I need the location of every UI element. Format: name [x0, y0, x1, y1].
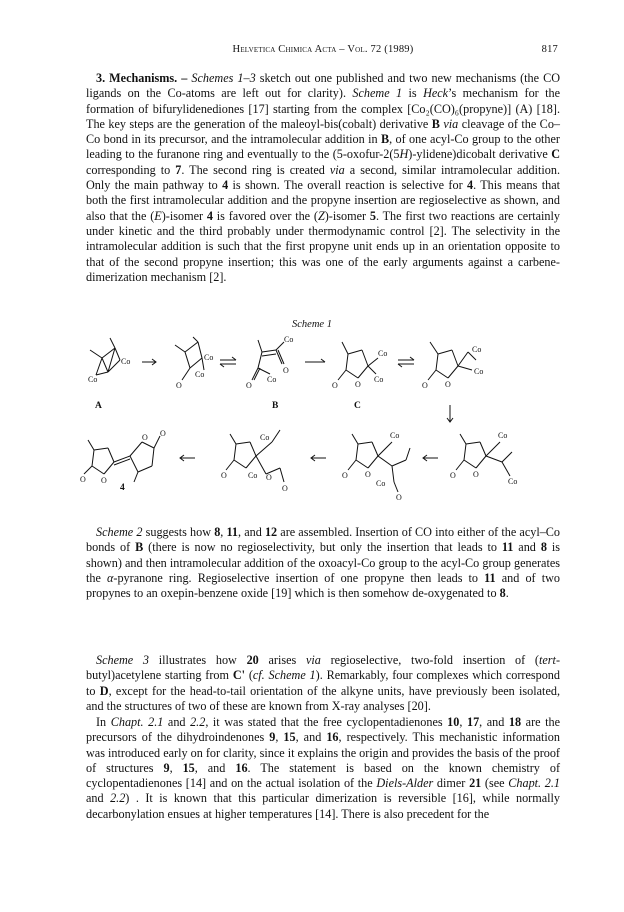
equilibrium-arrow [398, 357, 414, 367]
text-run: corresponding to [86, 162, 176, 177]
text-run: 2.2 [190, 715, 206, 729]
intermediate-propyne-inserted [450, 431, 517, 486]
text-run: cf. Scheme 1 [252, 668, 316, 683]
text-run: 21 [469, 776, 482, 791]
text-run: )-isomer [324, 208, 370, 223]
reaction-arrow-left [311, 455, 326, 461]
text-run: α [107, 570, 114, 585]
text-run: , [275, 730, 284, 745]
text-run: , [459, 715, 467, 729]
text-run: Z [317, 208, 325, 223]
text-run: . The first two reactions are certainly under kinetic and the third probably under thermodynamic control [2]. The selectivity in the intramolecular addition is such that the first propyne unit ends up in an orientation opposite to that of the second propyne insertion; this was one of the early arguments against a carbene-dimerization mechanism [2]. [86, 208, 561, 284]
intermediate-spiro [221, 430, 288, 493]
text-run: . This means that both the first intramolecular addition and the propyne insertion are regioselective as shown, and also that the ( [86, 178, 560, 223]
o-label: O [176, 381, 182, 390]
text-run: dimer [433, 776, 470, 791]
co-label: Co [248, 471, 258, 480]
journal-title: Helvetica Chimica Acta – Vol. 72 (1989) [232, 44, 414, 55]
text-run: H [399, 147, 409, 162]
text-run: , and [295, 730, 327, 745]
text-run: D [99, 683, 109, 698]
text-run: is [402, 86, 424, 101]
text-run: Heck [423, 86, 449, 101]
text-run: ) . It is known that this particular dimerization is reversible [16], while normally decarbonylation ensues at higher temperatures [14]. There is also precedent for the [86, 791, 560, 821]
text-run: tert [539, 653, 556, 667]
o-label: O [160, 429, 166, 438]
text-run: arises [258, 653, 306, 667]
co-label: Co [88, 375, 98, 384]
text-run: 15 [182, 760, 195, 775]
o-label: O [221, 471, 227, 480]
text-run: -butyl)acetylene starting from [86, 653, 560, 683]
text-run: 9 [269, 730, 276, 745]
structure-b [246, 335, 293, 411]
reaction-arrow-down [447, 405, 453, 422]
co-label: Co [121, 357, 131, 366]
running-header [88, 44, 558, 58]
text-run: via [443, 116, 459, 131]
text-run: Scheme 2 [96, 525, 143, 539]
text-run: 20 [246, 653, 259, 667]
co-label: Co [498, 431, 508, 440]
text-run: illustrates how [149, 653, 247, 667]
text-run: . The second ring is created [181, 162, 330, 177]
text-run: ’s mechanism for the formation of bifurylidenediones [17] starting from the complex [Co₂(CO)₆(propyne)] (A) [18]. The key steps are the generation of the maleoyl-bis(cobalt) derivative [86, 86, 561, 131]
text-run: cleavage of the Co–Co bond in its precursor, and the intramolecular addition in [86, 116, 561, 147]
text-run: via [329, 162, 345, 177]
structure-4 [80, 429, 166, 493]
co-label: Co [204, 353, 214, 362]
text-run: -pyranone ring. Regioselective insertion of one propyne then leads to [113, 570, 485, 585]
co-label: Co [260, 433, 270, 442]
text-run: Scheme 1 [352, 86, 403, 101]
text-run: , it was stated that the free cyclopentadienones [205, 715, 448, 729]
text-run: , and [238, 525, 265, 539]
text-run: B [431, 116, 440, 131]
structure-c [332, 342, 387, 411]
text-run: 16 [326, 730, 339, 745]
o-label: O [142, 433, 148, 442]
text-run: Scheme 3 [96, 653, 150, 667]
reaction-arrow [142, 359, 156, 365]
o-label: O [332, 381, 338, 390]
section-heading: 3. Mechanisms. – [96, 71, 188, 85]
text-run: 11 [226, 525, 239, 539]
text-run: 10 [447, 715, 460, 729]
co-label: Co [284, 335, 294, 344]
co-label: Co [195, 370, 205, 379]
text-run: is shown. The overall reaction is selective for [228, 178, 467, 193]
co-label: Co [376, 479, 386, 488]
text-run: . [505, 586, 509, 601]
text-run: )-ylidene)dicobalt derivative [408, 147, 552, 162]
scheme-title: Scheme 1 [292, 319, 332, 330]
text-run: a second, similar intramolecular addition. Only the main pathway to [86, 162, 560, 193]
compound-label-a: A [95, 401, 102, 411]
compound-label-b: B [272, 401, 279, 411]
o-label: O [282, 484, 288, 493]
o-label: O [246, 381, 252, 390]
text-run: (there is now no regioselectivity, but only the insertion that leads to [143, 540, 502, 555]
co-label: Co [508, 477, 518, 486]
intermediate-furanone-cobalt [422, 342, 483, 390]
o-label: O [266, 473, 272, 482]
text-run: ( [245, 668, 253, 683]
text-run: and [86, 791, 111, 806]
text-run: via [305, 653, 321, 667]
text-run: C' [232, 668, 245, 683]
text-run: 18 [508, 715, 522, 729]
compound-label-c: C [354, 401, 361, 411]
text-run: (see [481, 776, 509, 791]
intermediate-acyl-complex [175, 337, 213, 390]
o-label: O [342, 471, 348, 480]
text-run: is shown) and then intramolecular addition of the oxoacyl-Co group to the acyl-Co group generates the [86, 540, 560, 585]
text-run: In [96, 715, 111, 729]
text-run: )-isomer [161, 208, 207, 223]
text-run: , of one acyl-Co group to the other leading to the furanone ring and eventually to the (5-oxofur-2(5 [86, 132, 560, 162]
text-run: B [380, 132, 390, 147]
text-run: suggests how [142, 525, 215, 539]
reaction-arrow-left [180, 455, 195, 461]
text-run: 7 [175, 162, 182, 177]
reaction-arrow-left [423, 455, 438, 461]
text-run: Diels-Alder [376, 776, 434, 791]
o-label: O [422, 381, 428, 390]
o-label: O [473, 470, 479, 479]
text-run: 8 [214, 525, 221, 539]
text-run: 4 [206, 208, 213, 223]
text-run: are the precursors of the dihydroindenones [86, 715, 560, 745]
text-run: Schemes 1–3 [191, 71, 256, 85]
structure-a [88, 338, 130, 411]
co-label: Co [472, 345, 482, 354]
co-label: Co [267, 375, 277, 384]
text-run: 12 [264, 525, 278, 539]
o-label: O [80, 475, 86, 484]
page-number: 817 [541, 44, 558, 55]
text-run: 5 [369, 208, 376, 223]
text-run: 11 [484, 570, 496, 585]
text-run: regioselective, two-fold insertion of ( [320, 653, 539, 667]
o-label: O [365, 470, 371, 479]
reaction-arrow [305, 359, 325, 362]
text-run: sketch out one published and two new mechanisms (the CO ligands on the Co-atoms are left out for clarity). [86, 71, 561, 101]
text-run: and [513, 540, 541, 555]
text-run: 16 [235, 760, 248, 775]
co-label: Co [390, 431, 400, 440]
o-label: O [355, 380, 361, 389]
text-run: , and [194, 760, 236, 775]
text-run: 9 [163, 760, 170, 775]
text-run: 15 [283, 730, 296, 745]
paragraph-scheme-3 [86, 653, 560, 714]
text-run: 2.2 [110, 791, 126, 806]
o-label: O [101, 476, 107, 485]
o-label: O [445, 380, 451, 389]
o-label: O [283, 366, 289, 375]
text-run: Chapt. 2.1 [508, 776, 561, 791]
text-run: is favored over the ( [212, 208, 318, 223]
text-run: E [154, 208, 162, 223]
text-run: are assembled. Insertion of CO into either of the acyl–Co bonds of [86, 525, 561, 555]
text-run: 8 [499, 586, 506, 601]
o-label: O [450, 471, 456, 480]
equilibrium-arrow [220, 357, 236, 367]
text-run: , respectively. This mechanistic information was introduced early on for clarity, since it explains the origin and provides the basis of the proof of structures [86, 730, 560, 775]
text-run: 17 [466, 715, 480, 729]
paragraph-mechanisms [86, 71, 560, 285]
co-label: Co [374, 375, 384, 384]
co-label: Co [378, 349, 388, 358]
text-run: , [169, 760, 183, 775]
compound-label-4: 4 [120, 483, 125, 493]
text-run: C [551, 147, 560, 162]
paragraph-scheme-2 [86, 525, 560, 601]
text-run: 11 [501, 540, 514, 555]
paragraph-cyclopentadienones [86, 715, 560, 822]
text-run: 8 [540, 540, 547, 555]
text-run: and of two propynes to an oxepin-benzene oxide [19] which is then somehow de-oxygenated to [86, 570, 561, 601]
text-run: and [163, 715, 191, 729]
text-run: , [220, 525, 227, 539]
text-run: . The statement is based on the known chemistry of cyclopentadienones [14] and on the actual isolation of the [86, 760, 561, 791]
text-run: 4 [222, 178, 229, 193]
text-run: , except for the head-to-tail orientation of the alkyne units, have previously been isolated, and the structures of two of these are known from X-ray analyses [20]. [86, 683, 560, 713]
intermediate-acyl-cobalt [342, 431, 410, 502]
scheme-1-diagram [80, 330, 550, 510]
co-label: Co [474, 367, 484, 376]
text-run: Chapt. 2.1 [110, 715, 164, 729]
text-run: 4 [466, 178, 474, 193]
text-run: ). Remarkably, four complexes which correspond to [86, 668, 560, 698]
o-label: O [396, 493, 402, 502]
text-run: B [135, 540, 144, 555]
text-run: , and [479, 715, 509, 729]
